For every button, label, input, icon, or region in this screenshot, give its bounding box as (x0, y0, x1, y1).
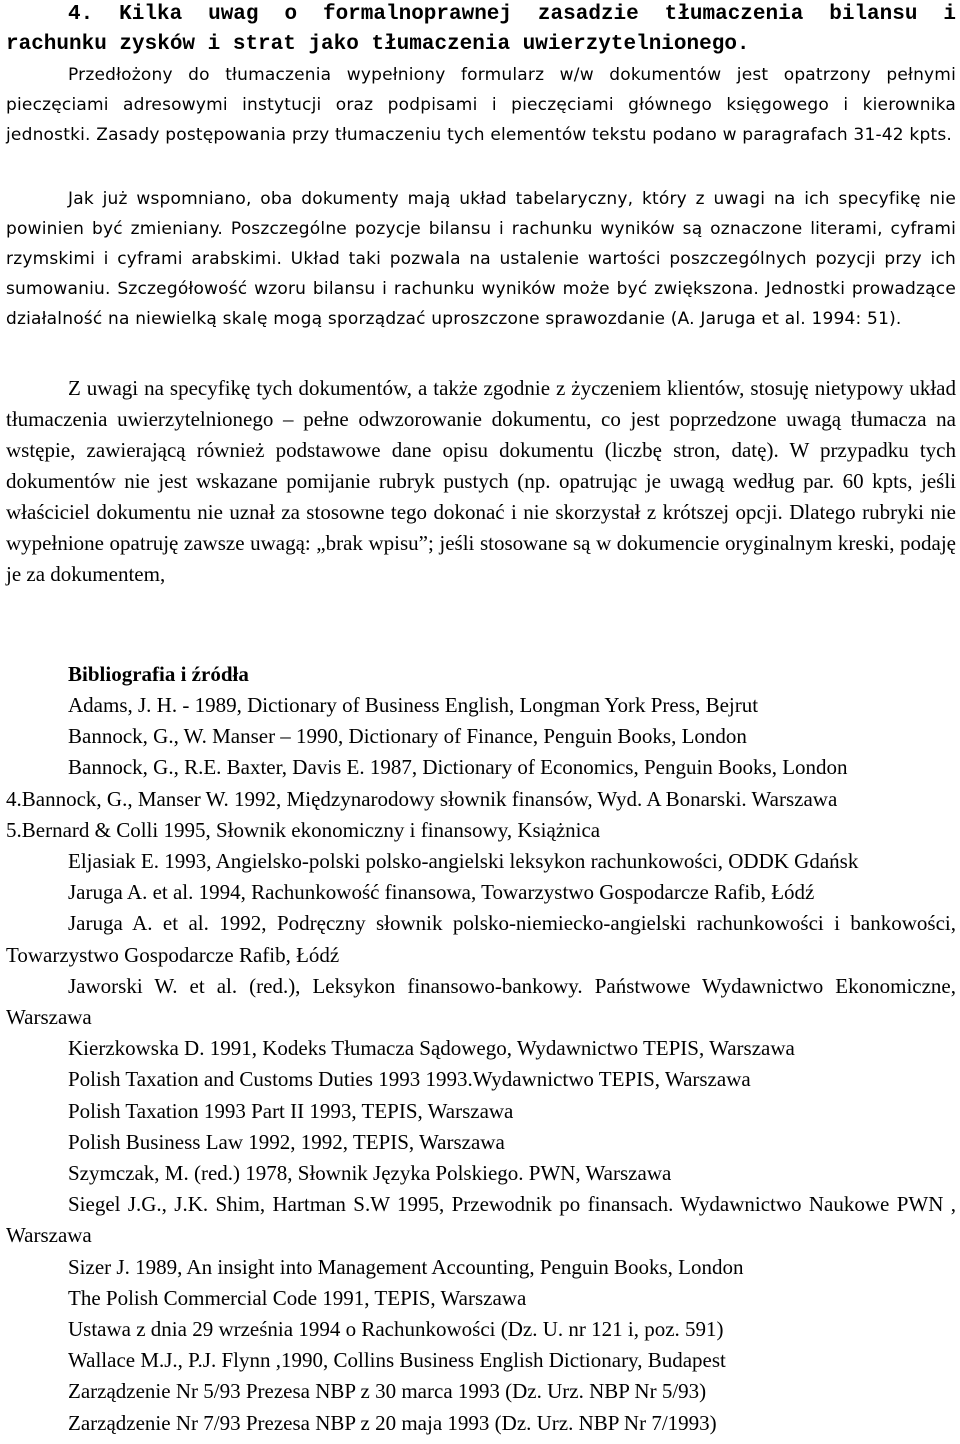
bibliography-entry: Jaruga A. et al. 1992, Podręczny słownik polsko-niemiecko-angielski rachunkowości i bankowości, Towarzystwo Gospodarcze Rafib, Łódź (6, 911, 956, 967)
bibliography-title: Bibliografia i źródła (68, 662, 249, 686)
bibliography-entry: Ustawa z dnia 29 września 1994 o Rachunkowości (Dz. U. nr 121 i, poz. 591) (68, 1317, 724, 1342)
bibliography-entry: Jaruga A. et al. 1994, Rachunkowość finansowa, Towarzystwo Gospodarcze Rafib, Łódź (68, 880, 815, 905)
bibliography-entry: 5.Bernard & Colli 1995, Słownik ekonomiczny i finansowy, Książnica (6, 817, 601, 842)
bibliography-entry: The Polish Commercial Code 1991, TEPIS, Warszawa (68, 1285, 527, 1310)
bibliography-entry: Polish Business Law 1992, 1992, TEPIS, Warszawa (68, 1129, 505, 1154)
bibliography-entry: Jaworski W. et al. (red.), Leksykon finansowo-bankowy. Państwowe Wydawnictwo Ekonomiczne, Warszawa (6, 973, 956, 1030)
paragraph: Przedłożony do tłumaczenia wypełniony formularz w/w dokumentów jest opatrzony pełnymi pieczęciami adresowymi instytucji oraz podpisami i pieczęciami głównego księgowego i kierownika jednostki. Zasady postępowania przy tłumaczeniu tych elementów tekstu podano w paragrafach 31-42 kpts. (6, 65, 956, 145)
section-heading (6, 0, 956, 60)
bibliography-entry: Sizer J. 1989, An insight into Management Accounting, Penguin Books, London (68, 1254, 744, 1279)
bibliography-entry: Bannock, G., W. Manser – 1990, Dictionary of Finance, Penguin Books, London (68, 724, 747, 749)
bibliography-list (6, 690, 956, 1439)
bibliography-entry: Siegel J.G., J.K. Shim, Hartman S.W 1995, Przewodnik po finansach. Wydawnictwo Naukowe PWN , Warszawa (6, 1192, 956, 1248)
bibliography-entry: Adams, J. H. - 1989, Dictionary of Business English, Longman York Press, Bejrut (68, 693, 759, 717)
bibliography-entry: Zarządzenie Nr 7/93 Prezesa NBP z 20 maja 1993 (Dz. Urz. NBP Nr 7/1993) (68, 1410, 717, 1435)
bibliography-entry: Bannock, G., R.E. Baxter, Davis E. 1987, Dictionary of Economics, Penguin Books, London (68, 755, 848, 780)
bibliography-entry: 4.Bannock, G., Manser W. 1992, Międzynarodowy słownik finansów, Wyd. A Bonarski. Warszawa (6, 786, 838, 811)
bibliography-entry: Zarządzenie Nr 5/93 Prezesa NBP z 30 marca 1993 (Dz. Urz. NBP Nr 5/93) (68, 1379, 707, 1404)
bibliography-entry: Polish Taxation 1993 Part II 1993, TEPIS, Warszawa (68, 1098, 514, 1123)
paragraph: Z uwagi na specyfikę tych dokumentów, a także zgodnie z życzeniem klientów, stosuję nietypowy układ tłumaczenia uwierzytelnionego – pełne odwzorowanie dokumentu, co jest poprzedzone uwagą tłumacza na wstępie, zawierającą również podstawowe dane opisu dokumentu (liczbę stron, datę). W przypadku tych dokumentów nie jest wskazane pomijanie rubryk pustych (np. opatrując je uwagą według par. 60 kpts, jeśli właściciel dokumentu nie uznał za stosowne tego dokonać i nie skorzystał z krótszej opcji. Dlatego rubryki nie wypełnione opatruję zawsze uwagą: „brak wpisu”; jeśli stosowane są w dokumencie oryginalnym kreski, podaję je za dokumentem, (6, 376, 956, 586)
bibliography-entry: Eljasiak E. 1993, Angielsko-polski polsko-angielski leksykon rachunkowości, ODDK Gdańsk (68, 849, 859, 874)
paragraph: Jak już wspomniano, oba dokumenty mają układ tabelaryczny, który z uwagi na ich specyfikę nie powinien być zmieniany. Poszczególne pozycje bilansu i rachunku wyników są oznaczone literami, cyframi rzymskimi i cyframi arabskimi. Układ taki pozwala na ustalenie wartości poszczególnych pozycji przy ich sumowaniu. Szczegółowość wzoru bilansu i rachunku wyników może być zwiększona. Jednostki prowadzące działalność na niewielką skalę mogą sporządzać uproszczone sprawozdanie (A. Jaruga et al. 1994: 51). (6, 189, 956, 329)
bibliography-entry: Szymczak, M. (red.) 1978, Słownik Języka Polskiego. PWN, Warszawa (68, 1161, 672, 1186)
section-number: 4. (68, 3, 94, 26)
section-title: Kilka uwag o formalnoprawnej zasadzie tłumaczenia bilansu i rachunku zysków i strat jako tłumaczenia uwierzytelnionego. (6, 3, 956, 56)
bibliography-entry: Wallace M.J., P.J. Flynn ,1990, Collins Business English Dictionary, Budapest (68, 1348, 726, 1373)
bibliography-entry: Polish Taxation and Customs Duties 1993 1993.Wydawnictwo TEPIS, Warszawa (68, 1067, 751, 1092)
bibliography-entry: Kierzkowska D. 1991, Kodeks Tłumacza Sądowego, Wydawnictwo TEPIS, Warszawa (68, 1036, 795, 1061)
